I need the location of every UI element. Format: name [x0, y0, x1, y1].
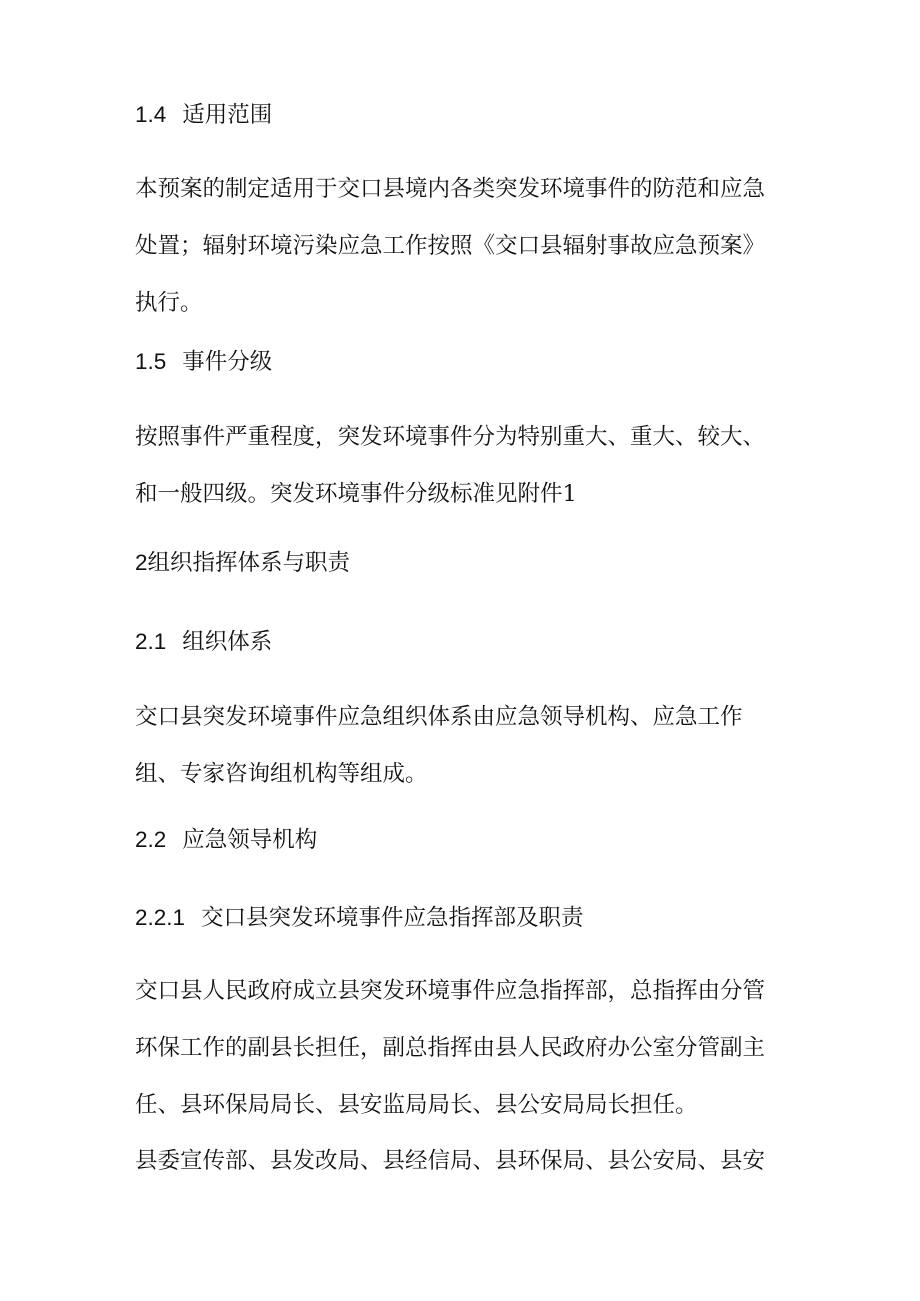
- heading-2-2-1: [135, 903, 584, 933]
- paragraph-command: [135, 963, 795, 1134]
- paragraph-line: 和一般四级。突发环境事件分级标准见附件1: [135, 481, 577, 507]
- heading-number: 1.4: [135, 102, 167, 127]
- paragraph-line: 处置；辐射环境污染应急工作按照《交口县辐射事故应急预案》: [135, 233, 766, 259]
- paragraph-line: 环保工作的副县长担任，副总指挥由县人民政府办公室分管副主: [135, 1035, 766, 1061]
- heading-1-4: [135, 100, 272, 130]
- paragraph-line: 交口县突发环境事件应急组织体系由应急领导机构、应急工作: [135, 704, 743, 730]
- heading-title: 组织体系: [182, 629, 273, 655]
- paragraph-line: 本预案的制定适用于交口县境内各类突发环境事件的防范和应急: [135, 176, 766, 202]
- heading-number: 2.1: [135, 629, 167, 654]
- heading-2-2: [135, 825, 317, 855]
- heading-title: 组织指挥体系与职责: [147, 550, 351, 576]
- heading-2-1: [135, 627, 272, 657]
- paragraph-line: 执行。: [135, 290, 203, 316]
- heading-title: 事件分级: [182, 349, 273, 375]
- heading-number: 2: [135, 550, 148, 575]
- paragraph-line: 交口县人民政府成立县突发环境事件应急指挥部，总指挥由分管: [135, 978, 766, 1004]
- paragraph-line: 县委宣传部、县发改局、县经信局、县环保局、县公安局、县安: [135, 1148, 766, 1174]
- paragraph-line: 按照事件严重程度，突发环境事件分为特别重大、重大、较大、: [135, 424, 766, 450]
- paragraph-grading: [135, 409, 795, 523]
- heading-1-5: [135, 347, 272, 377]
- heading-title: 应急领导机构: [182, 827, 318, 853]
- heading-title: 交口县突发环境事件应急指挥部及职责: [201, 905, 584, 931]
- paragraph-departments: [135, 1133, 795, 1190]
- paragraph-scope: [135, 161, 795, 332]
- paragraph-org-system: [135, 689, 795, 803]
- heading-number: 2.2: [135, 827, 167, 852]
- heading-2: [135, 548, 350, 578]
- heading-title: 适用范围: [182, 102, 273, 128]
- paragraph-line: 组、专家咨询组机构等组成。: [135, 761, 428, 787]
- heading-number: 2.2.1: [135, 905, 186, 930]
- paragraph-line: 任、县环保局局长、县安监局局长、县公安局局长担任。: [135, 1092, 698, 1118]
- heading-number: 1.5: [135, 349, 167, 374]
